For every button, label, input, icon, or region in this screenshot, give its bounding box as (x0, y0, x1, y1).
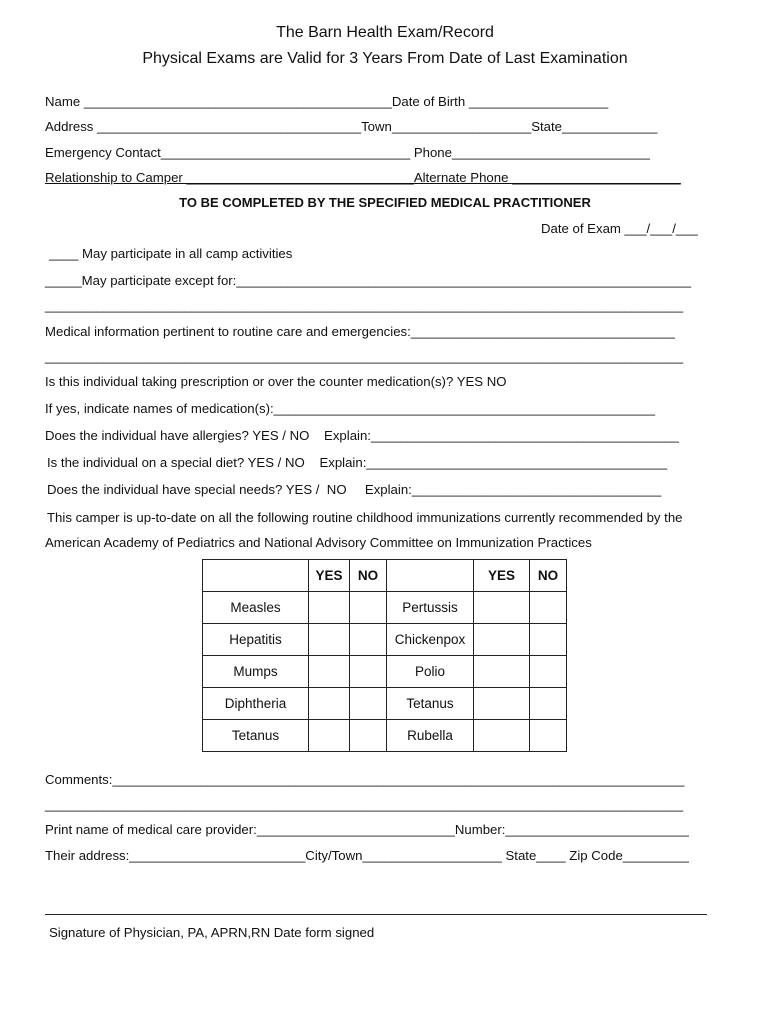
immunization-table (202, 559, 567, 752)
vaccine-name: Tetanus (387, 688, 474, 720)
vaccine-name: Pertussis (387, 592, 474, 624)
yes-checkbox-cell[interactable] (474, 688, 530, 720)
yes-checkbox-cell[interactable] (309, 624, 350, 656)
no-checkbox-cell[interactable] (530, 656, 567, 688)
vaccine-name: Hepatitis (203, 624, 309, 656)
yes-checkbox-cell[interactable] (309, 592, 350, 624)
no-checkbox-cell[interactable] (350, 656, 387, 688)
signature-line[interactable] (45, 914, 707, 915)
no-checkbox-cell[interactable] (530, 720, 567, 752)
participate-except-continued[interactable]: _______________________________________________________________________________________ (45, 298, 684, 313)
vaccine-name: Measles (203, 592, 309, 624)
no-checkbox-cell[interactable] (350, 592, 387, 624)
table-row (203, 656, 567, 688)
relationship-field[interactable]: Relationship to Camper _______________________________Alternate Phone _______________________ (45, 170, 681, 185)
form-title: The Barn Health Exam/Record (276, 24, 494, 41)
signature-label: Signature of Physician, PA, APRN,RN Date form signed (49, 925, 375, 940)
yes-checkbox-cell[interactable] (474, 720, 530, 752)
vaccine-name: Mumps (203, 656, 309, 688)
medical-info-field[interactable]: Medical information pertinent to routine care and emergencies:____________________________________ (45, 324, 675, 339)
no-checkbox-cell[interactable] (350, 720, 387, 752)
table-header (387, 560, 474, 592)
vaccine-name: Tetanus (203, 720, 309, 752)
table-row (203, 624, 567, 656)
yes-checkbox-cell[interactable] (309, 720, 350, 752)
form-subtitle: Physical Exams are Valid for 3 Years From Date of Last Examination (142, 50, 628, 67)
immunization-statement: This camper is up-to-date on all the following routine childhood immunizations currently recommended by the (47, 510, 683, 525)
table-header-yes: YES (474, 560, 530, 592)
name-dob-field[interactable]: Name __________________________________________Date of Birth ___________________ (45, 94, 609, 109)
table-header-no: NO (530, 560, 567, 592)
table-header-row (203, 560, 567, 592)
emergency-contact-field[interactable]: Emergency Contact__________________________________ Phone___________________________ (45, 145, 650, 160)
no-checkbox-cell[interactable] (530, 624, 567, 656)
vaccine-name: Diphtheria (203, 688, 309, 720)
yes-checkbox-cell[interactable] (474, 624, 530, 656)
vaccine-name: Polio (387, 656, 474, 688)
immunization-statement-continued: American Academy of Pediatrics and National Advisory Committee on Immunization Practices (45, 535, 592, 550)
date-of-exam-field[interactable]: Date of Exam ___/___/___ (541, 221, 698, 236)
vaccine-name: Chickenpox (387, 624, 474, 656)
practitioner-heading: TO BE COMPLETED BY THE SPECIFIED MEDICAL PRACTITIONER (179, 195, 591, 210)
table-header (203, 560, 309, 592)
special-diet-field[interactable]: Is the individual on a special diet? YES / NO Explain:_________________________________________ (47, 455, 668, 470)
no-checkbox-cell[interactable] (530, 688, 567, 720)
medication-names-field[interactable]: If yes, indicate names of medication(s):____________________________________________________ (45, 401, 656, 416)
yes-checkbox-cell[interactable] (309, 688, 350, 720)
participate-all-field[interactable]: ____ May participate in all camp activities (49, 246, 293, 261)
yes-checkbox-cell[interactable] (309, 656, 350, 688)
table-row (203, 720, 567, 752)
no-checkbox-cell[interactable] (530, 592, 567, 624)
comments-continued[interactable]: _______________________________________________________________________________________ (45, 797, 684, 812)
yes-checkbox-cell[interactable] (474, 656, 530, 688)
medication-question[interactable]: Is this individual taking prescription or over the counter medication(s)? YES NO (45, 374, 507, 389)
address-field[interactable]: Address ____________________________________Town___________________State_____________ (45, 119, 658, 134)
special-needs-field[interactable]: Does the individual have special needs? YES / NO Explain:__________________________________ (47, 482, 662, 497)
vaccine-name: Rubella (387, 720, 474, 752)
table-header-no: NO (350, 560, 387, 592)
provider-name-field[interactable]: Print name of medical care provider:___________________________Number:_________________________ (45, 822, 689, 837)
no-checkbox-cell[interactable] (350, 624, 387, 656)
table-header-yes: YES (309, 560, 350, 592)
comments-field[interactable]: Comments:______________________________________________________________________________ (45, 772, 685, 787)
table-row (203, 592, 567, 624)
table-row (203, 688, 567, 720)
medical-info-continued[interactable]: _______________________________________________________________________________________ (45, 349, 684, 364)
provider-address-field[interactable]: Their address:________________________City/Town___________________ State____ Zip Code_________ (45, 848, 689, 863)
allergies-field[interactable]: Does the individual have allergies? YES / NO Explain:__________________________________________ (45, 428, 679, 443)
yes-checkbox-cell[interactable] (474, 592, 530, 624)
no-checkbox-cell[interactable] (350, 688, 387, 720)
participate-except-field[interactable]: _____May participate except for:______________________________________________________________ (45, 273, 692, 288)
